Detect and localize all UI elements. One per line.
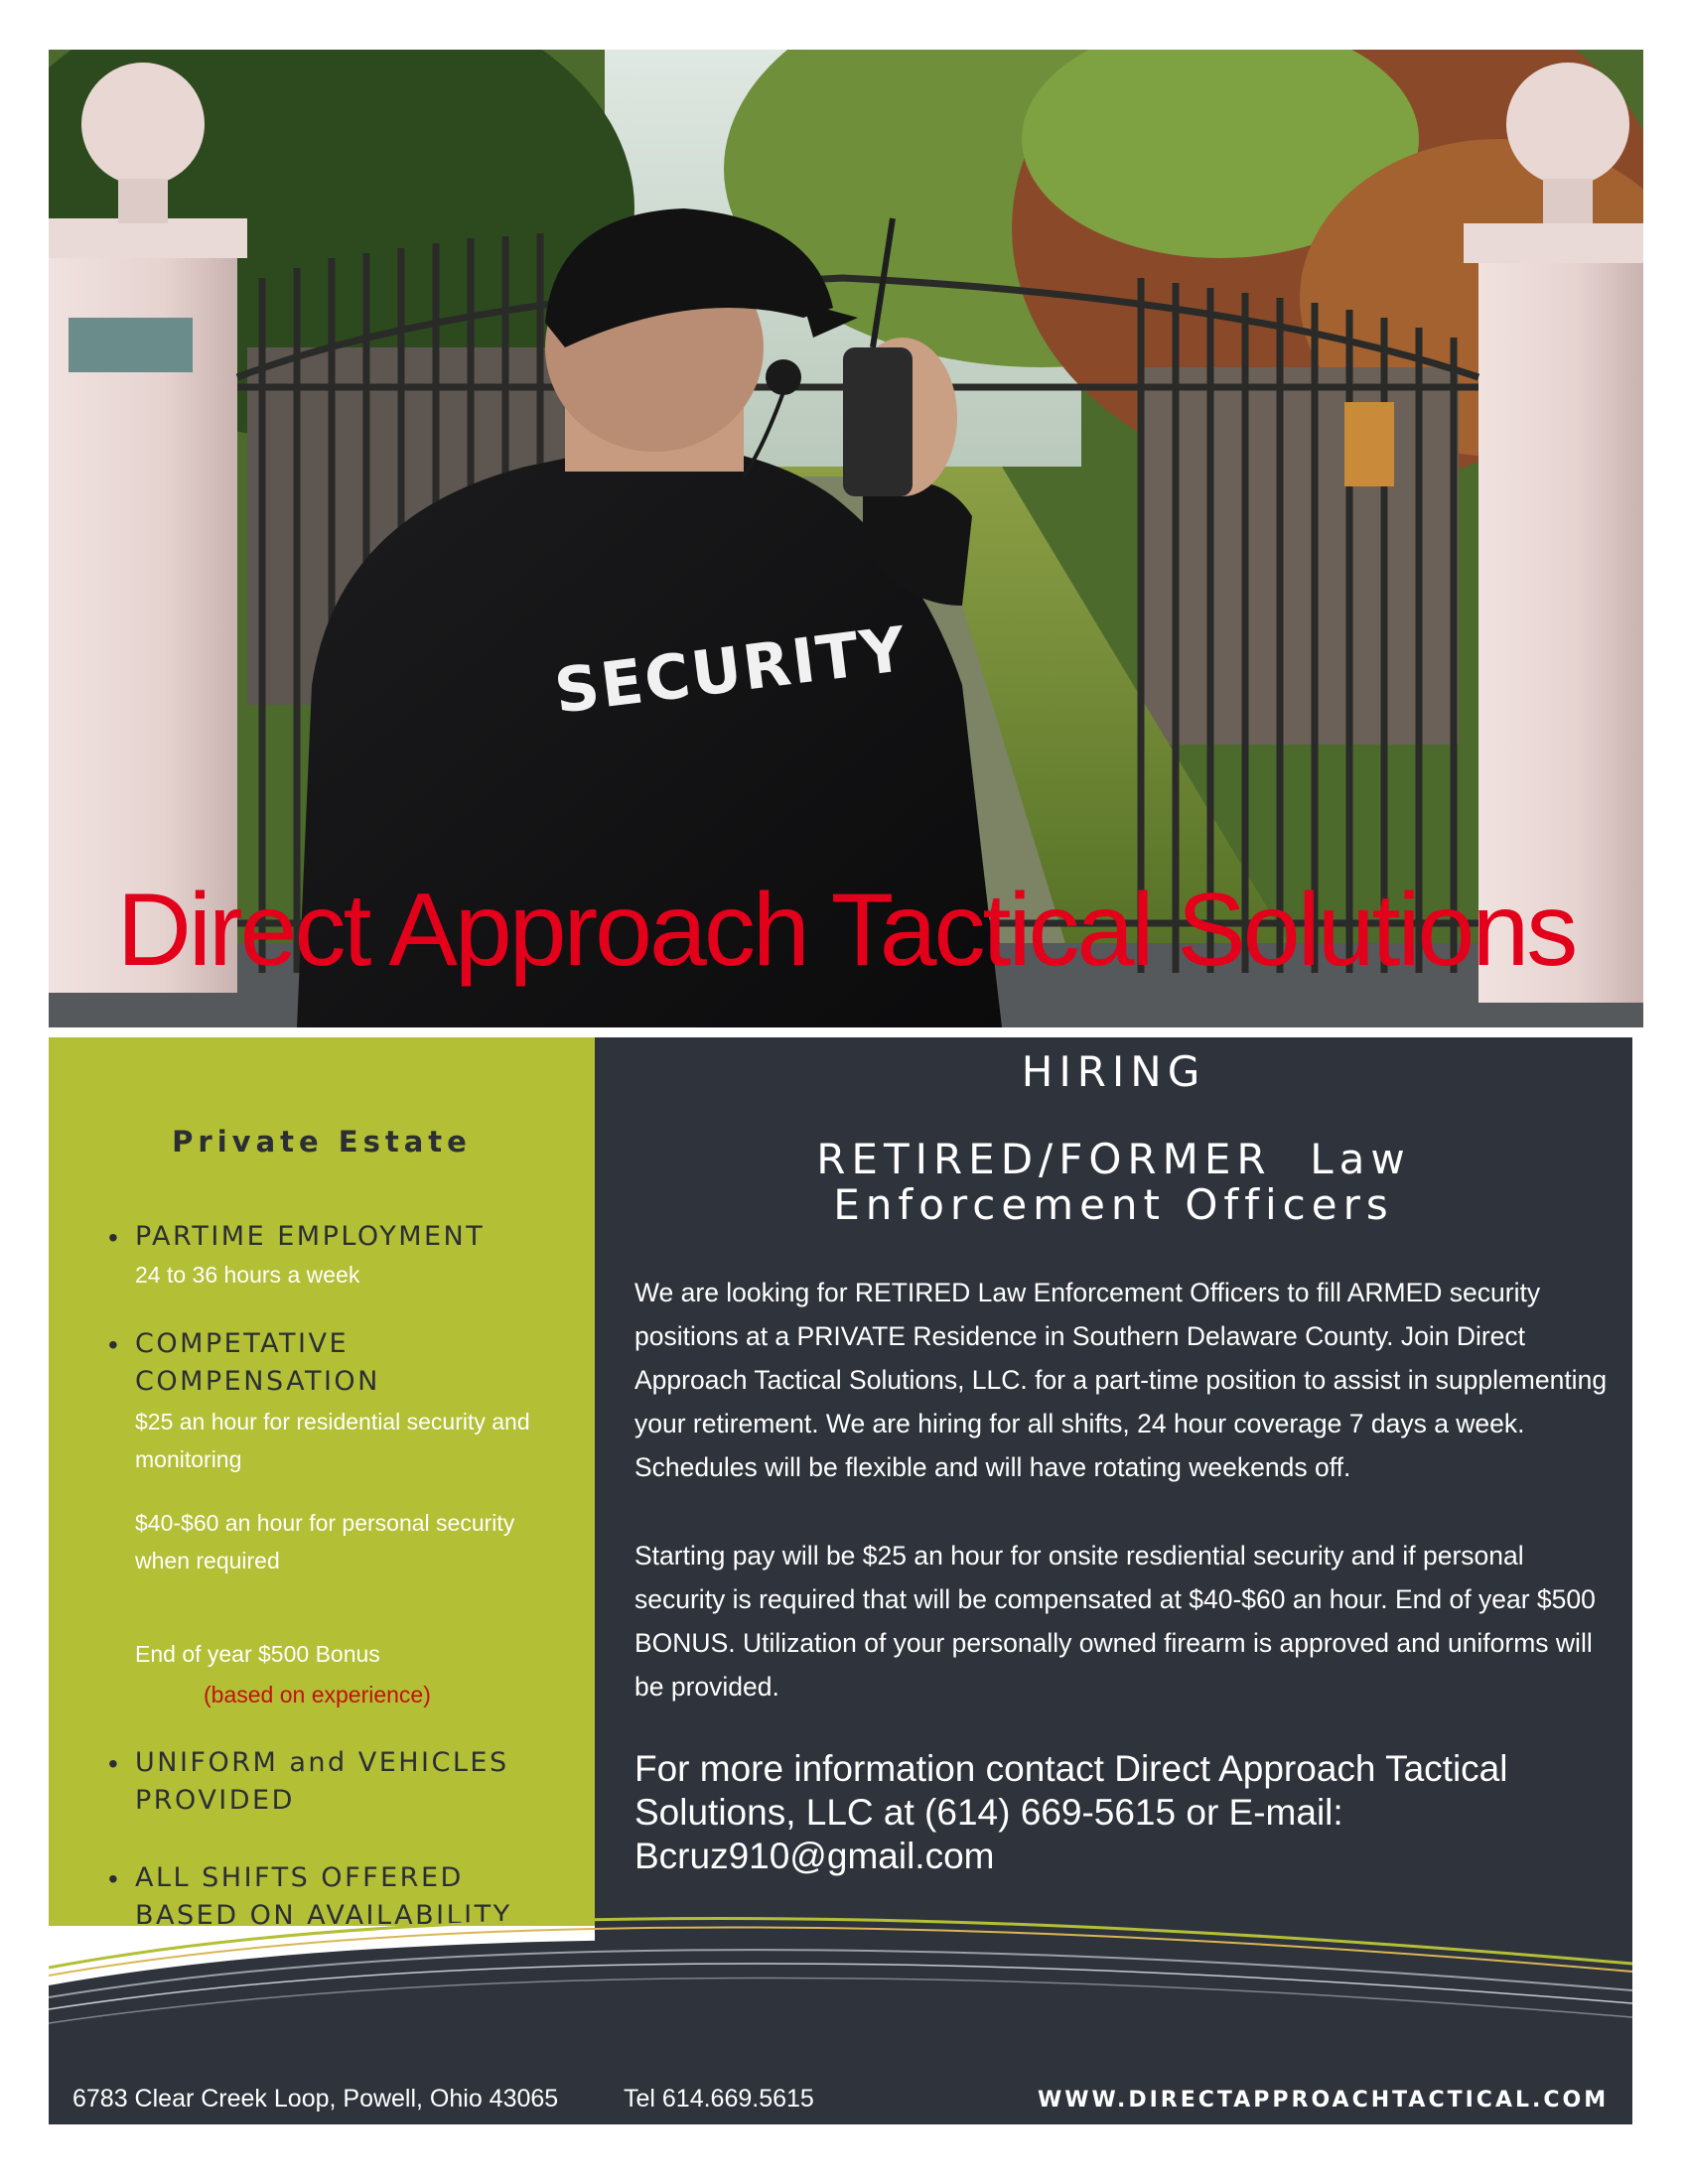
- benefit-heading: PARTIME EMPLOYMENT: [135, 1221, 486, 1252]
- benefit-detail: 24 to 36 hours a week: [135, 1262, 360, 1288]
- description-paragraph-1: We are looking for RETIRED Law Enforcement Officers to fill ARMED security positions at a PRIVATE Residence in Southern Delaware County. Join Direct Approach Tactical Solutions, LLC. for a part-time position to assist in supplementing your retirement. We are hiring for all shifts, 24 hour coverage 7 days a week. Schedules will be flexible and will have rotating weekends off.: [634, 1278, 1608, 1482]
- footer-phone: Tel 614.669.5615: [624, 2085, 814, 2113]
- hiring-heading: HIRING: [1021, 1047, 1206, 1096]
- benefit-note: (based on experience): [204, 1682, 431, 1707]
- bullet-icon: •: [108, 1329, 118, 1360]
- benefit-heading: COMPETATIVE COMPENSATION: [135, 1328, 380, 1397]
- benefit-detail: $40-$60 an hour for personal security when required: [135, 1510, 515, 1573]
- shirt-security-text: SECURITY: [550, 612, 912, 728]
- bullet-icon: •: [108, 1748, 118, 1779]
- description-paragraph-2: Starting pay will be $25 an hour for onsite resdiential security and if personal security is required that will be compensated at $40-$60 an hour. End of year $500 BONUS. Utilization of your personally owned firearm is approved and uniforms will be provided.: [634, 1541, 1596, 1702]
- footer-address: 6783 Clear Creek Loop, Powell, Ohio 43065: [72, 2085, 559, 2113]
- sidebar-title: Private Estate: [172, 1125, 472, 1159]
- bullet-icon: •: [108, 1863, 118, 1894]
- benefit-detail: $25 an hour for residential security and monitoring: [135, 1409, 530, 1472]
- headline: [595, 1137, 1632, 1228]
- bullet-icon: •: [108, 1222, 118, 1253]
- headline-line-2: Enforcement Officers: [833, 1180, 1394, 1229]
- footer-website[interactable]: WWW.DIRECTAPPROACHTACTICAL.COM: [1038, 2088, 1610, 2113]
- benefit-detail: End of year $500 Bonus: [135, 1641, 380, 1667]
- benefits-sidebar: [49, 1037, 595, 1931]
- contact-info: For more information contact Direct Approach Tactical Solutions, LLC at (614) 669-5615 or E-mail: Bcruz910@gmail.com: [634, 1748, 1508, 1876]
- company-title: Direct Approach Tactical Solutions: [116, 873, 1576, 988]
- headline-line-1: RETIRED/FORMER Law: [816, 1135, 1411, 1183]
- benefit-heading: UNIFORM and VEHICLES PROVIDED: [135, 1747, 509, 1816]
- benefit-heading: ALL SHIFTS OFFERED BASED ON AVAILABILITY: [135, 1862, 512, 1931]
- hero-photo: [49, 50, 1643, 1027]
